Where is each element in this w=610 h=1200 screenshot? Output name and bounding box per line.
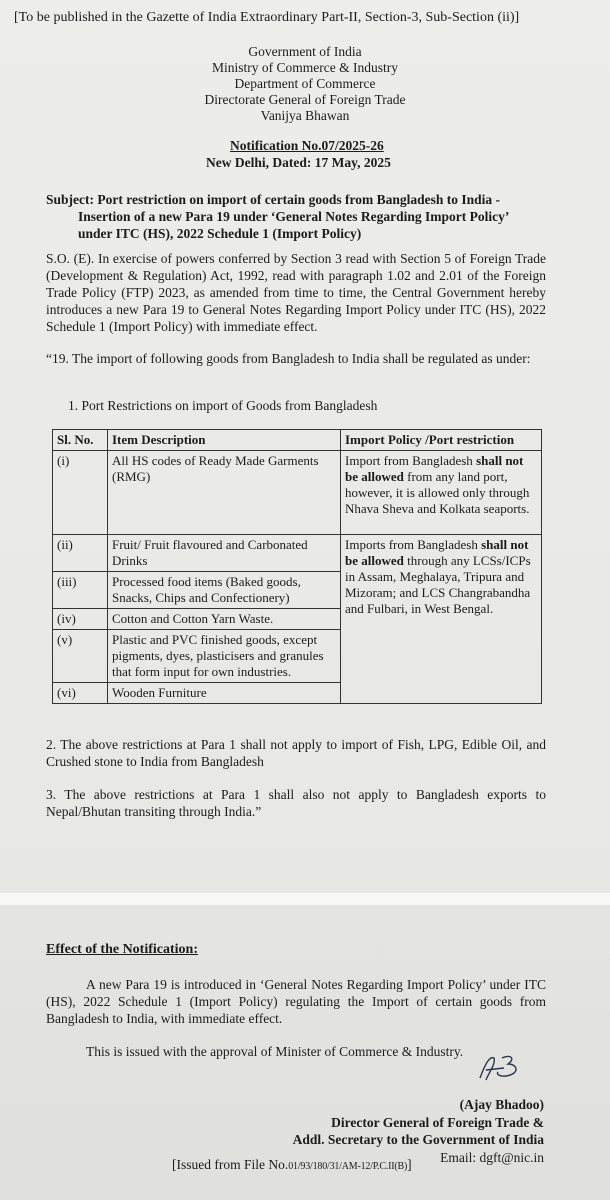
row-item: All HS codes of Ready Made Garments (RMG) (108, 451, 341, 535)
para-2: 2. The above restrictions at Para 1 shall not apply to import of Fish, LPG, Edible Oil, and Crushed stone to India from Bangladesh (46, 737, 546, 769)
table-row (53, 535, 542, 572)
header-item-description: Item Description (108, 430, 341, 451)
page-divider (0, 893, 610, 905)
para-3: 3. The above restrictions at Para 1 shall also not apply to Bangladesh exports to Nepal/Bhutan transiting through India.” (46, 787, 546, 819)
row-sl: (i) (53, 451, 108, 535)
signatory-email: Email: dgft@nic.in (440, 1149, 544, 1165)
subject-line-2: Insertion of a new Para 19 under ‘General Notes Regarding Import Policy’ (78, 209, 510, 224)
subject-line-3: under ITC (HS), 2022 Schedule 1 (Import Policy) (78, 226, 362, 241)
row-item: Cotton and Cotton Yarn Waste. (108, 609, 341, 630)
row-sl: (v) (53, 630, 108, 683)
row-item: Processed food items (Baked goods, Snacks, Chips and Confectionery) (108, 572, 341, 609)
row-sl: (iii) (53, 572, 108, 609)
header-line-department: Department of Commerce (234, 76, 376, 91)
header-line-bhawan: Vanijya Bhawan (260, 108, 350, 123)
signatory-title-2: Addl. Secretary to the Government of India (292, 1131, 544, 1147)
table-header-row (53, 430, 542, 451)
row-item: Wooden Furniture (108, 683, 341, 704)
subject-block (46, 191, 546, 242)
header-sl-no: Sl. No. (53, 430, 108, 451)
row-sl: (vi) (53, 683, 108, 704)
subject-label: Subject: (46, 192, 94, 207)
row-sl: (ii) (53, 535, 108, 572)
issued-file-line: [Issued from File No.01/93/180/31/AM-12/P.C.II(B)] (172, 1157, 412, 1172)
header-import-policy: Import Policy /Port restriction (341, 430, 542, 451)
policy-cell-lcs-icp: Imports from Bangladesh shall not be allowed through any LCSs/ICPs in Assam, Meghalaya, Tripura and Mizoram; and LCS Changrabandha and Fulbari, in West Bengal. (341, 535, 542, 704)
list-item-1: 1. Port Restrictions on import of Goods from Bangladesh (68, 398, 378, 413)
policy-cell-land-port: Import from Bangladesh shall not be allowed from any land port, however, it is allowed only through Nhava Sheva and Kolkata seaports. (341, 451, 542, 535)
port-restriction-table (52, 429, 542, 704)
file-number: 01/93/180/31/AM-12/P.C.II(B) (288, 1161, 408, 1172)
signatory-name: (Ajay Bhadoo) (459, 1096, 544, 1112)
notification-number: Notification No.07/2025-26 (230, 138, 384, 153)
header-line-ministry: Ministry of Commerce & Industry (212, 60, 398, 75)
row-item: Fruit/ Fruit flavoured and Carbonated Drinks (108, 535, 341, 572)
effect-paragraph: A new Para 19 is introduced in ‘General Notes Regarding Import Policy’ under ITC (HS), 2022 Schedule 1 (Import Policy) regulating the Import of certain goods from Bangladesh to India, with immediate effect. (46, 977, 546, 1026)
signature-icon (476, 1052, 532, 1086)
gazette-line: [To be published in the Gazette of India Extraordinary Part-II, Section-3, Sub-Section (ii)] (14, 10, 520, 25)
signatory-title-1: Director General of Foreign Trade & (331, 1114, 544, 1130)
notification-date: New Delhi, Dated: 17 May, 2025 (206, 155, 391, 170)
table-row (53, 451, 542, 535)
para-19-intro: “19. The import of following goods from Bangladesh to India shall be regulated as under: (46, 351, 531, 366)
subject-line-1: Port restriction on import of certain goods from Bangladesh to India - (97, 192, 500, 207)
row-item: Plastic and PVC finished goods, except pigments, dyes, plasticisers and granules that form input for own industries. (108, 630, 341, 683)
header-line-directorate: Directorate General of Foreign Trade (204, 92, 406, 107)
approval-line: This is issued with the approval of Minister of Commerce & Industry. (86, 1044, 464, 1059)
header-line-govt: Government of India (248, 44, 362, 59)
so-paragraph: S.O. (E). In exercise of powers conferred by Section 3 read with Section 5 of Foreign Trade (Development & Regulation) Act, 1992, read with paragraph 1.02 and 2.01 of the Foreign Trade Policy (FTP) 2023, as amended from time to time, the Central Government hereby introduces a new Para 19 to General Notes Regarding Import Policy under ITC (HS), 2022 Schedule 1 (Import Policy) with immediate effect. (46, 251, 546, 334)
effect-heading: Effect of the Notification: (46, 942, 199, 957)
row-sl: (iv) (53, 609, 108, 630)
